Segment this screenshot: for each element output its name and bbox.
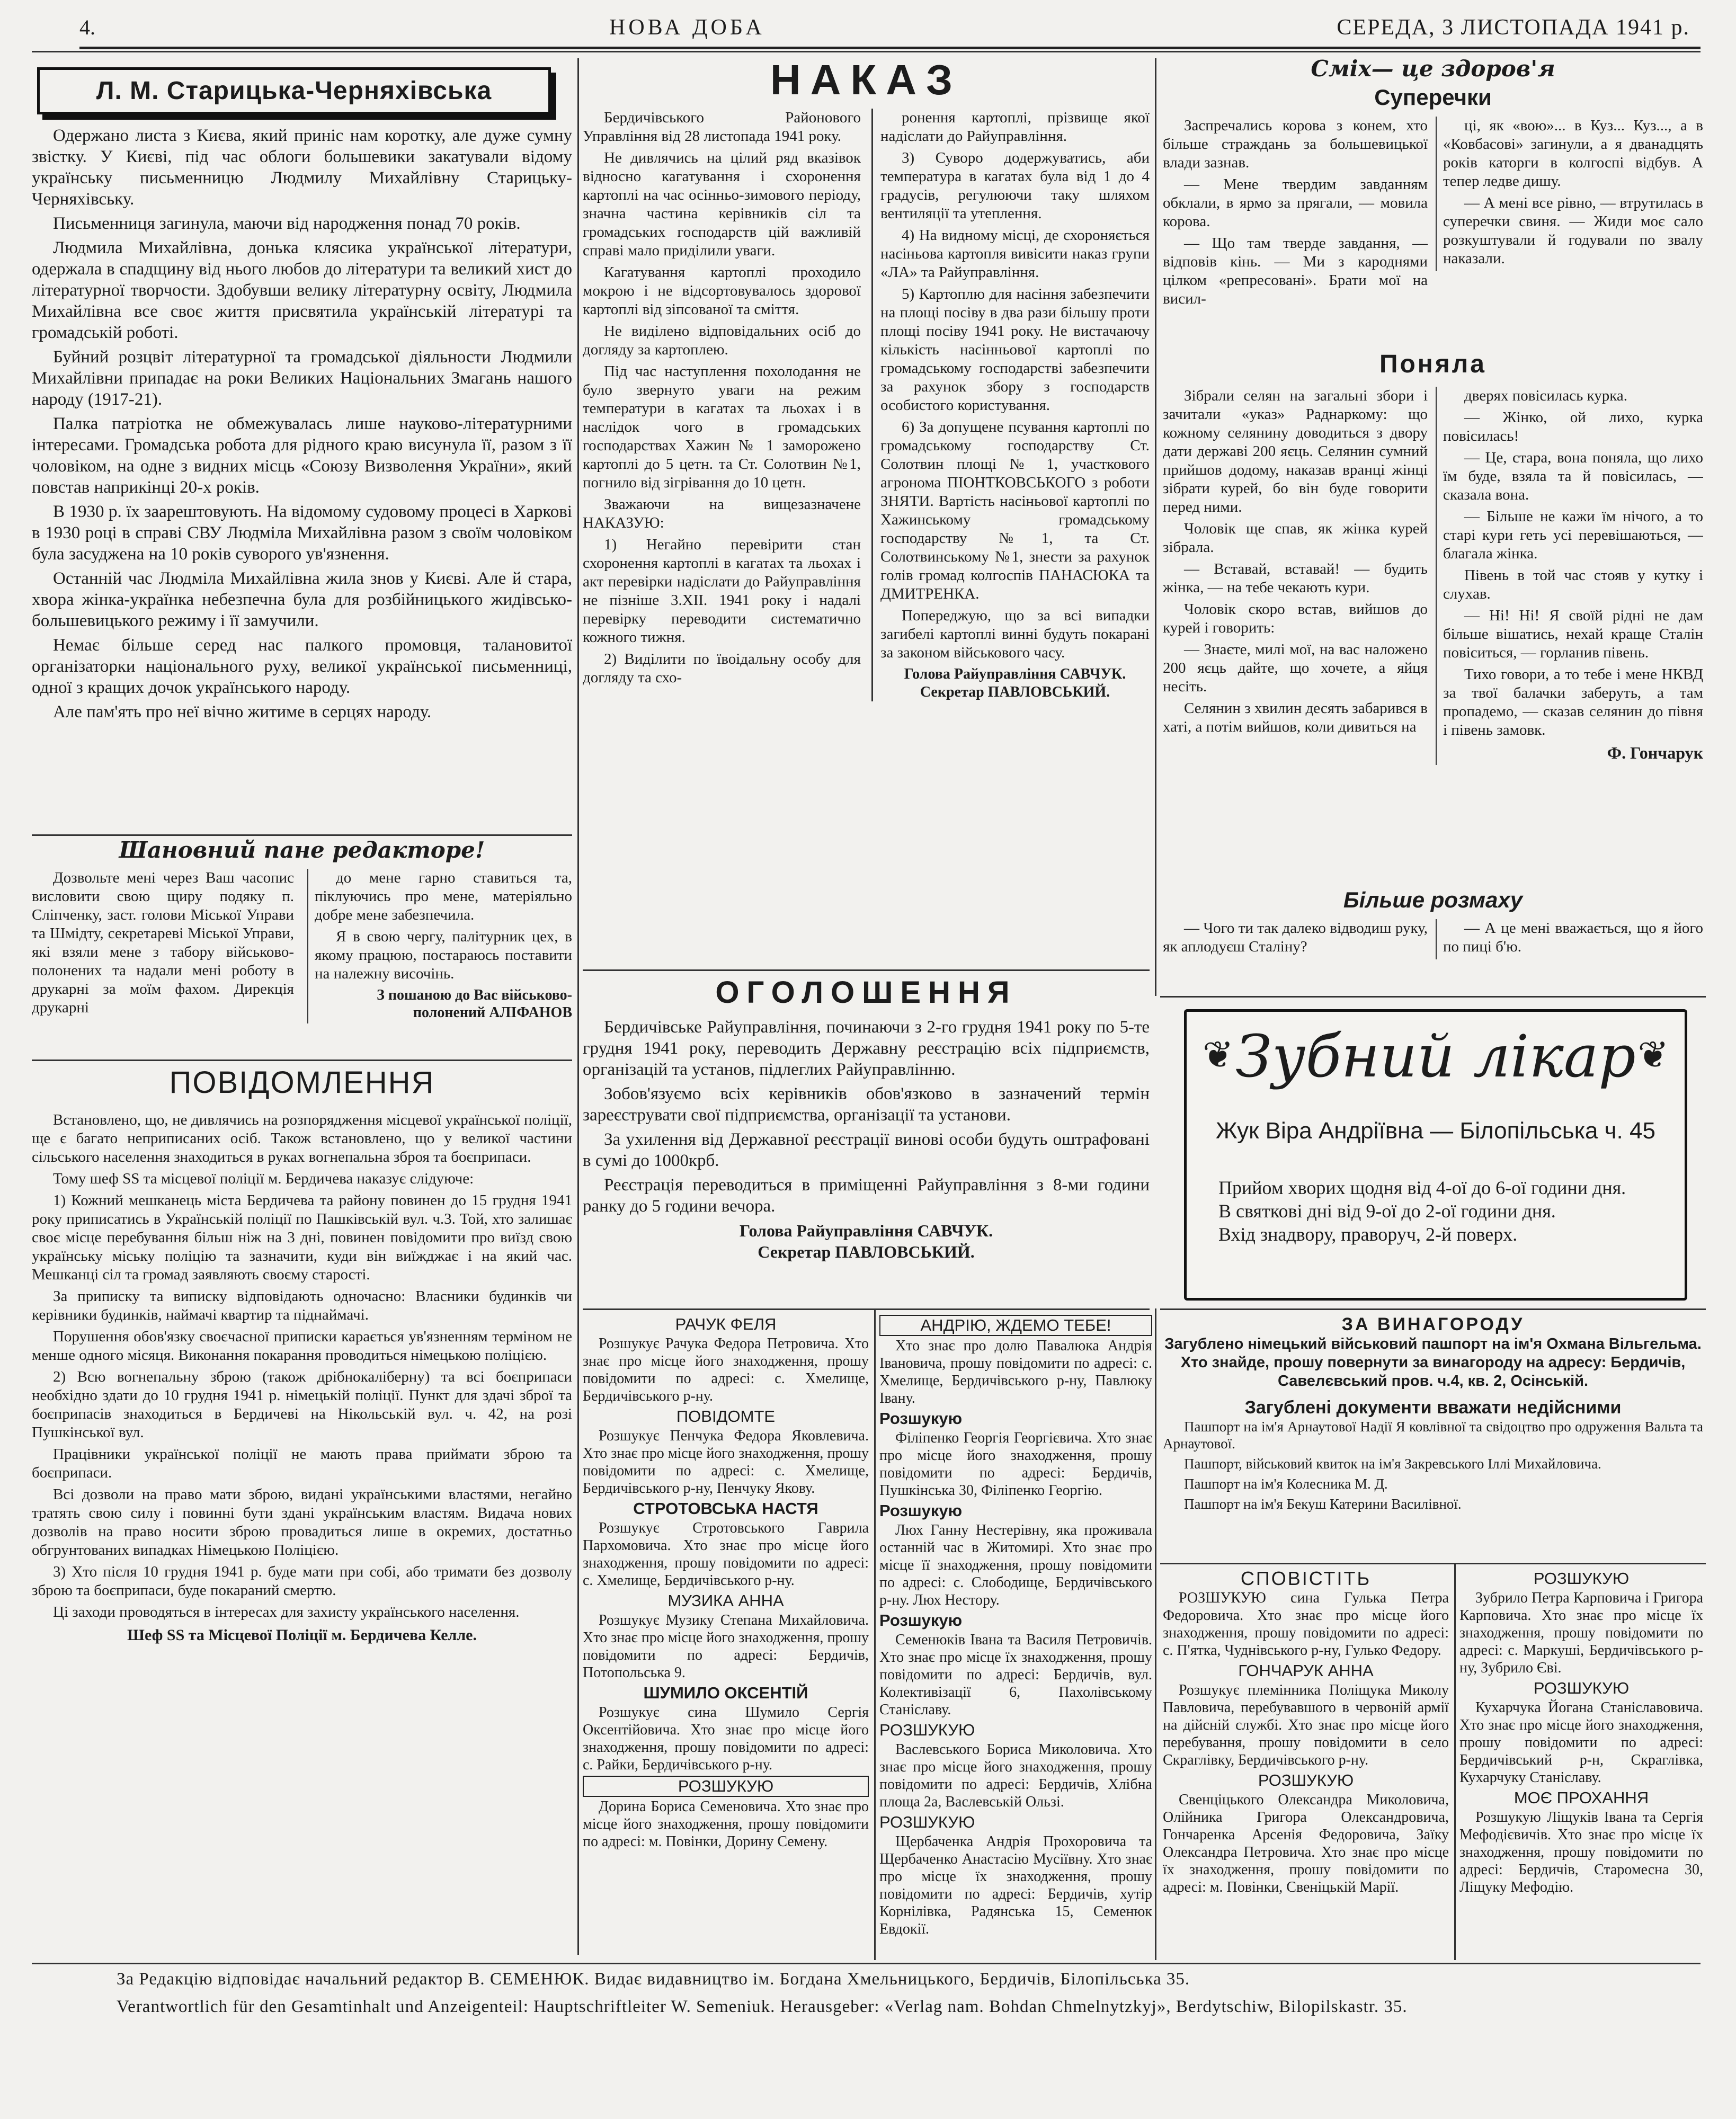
dentist-hours: В святкові дні від 9-ої до 2-ої години дня.	[1218, 1200, 1556, 1222]
classifieds-column	[1163, 1568, 1449, 1960]
paragraph: 2) Виділити по ївоідальну особу для догляду та схо-	[583, 651, 861, 686]
ad-heading: Розшукую	[879, 1611, 963, 1630]
paragraph: Порушення обов'язку своєчасної приписки карається ув'язненням терміном не менше одного місяця. Виконання покарання проводиться німецькою поліцією.	[32, 1328, 572, 1364]
lost-docs-title: Загублені документи вважати недійсними	[1244, 1397, 1622, 1418]
paragraph: Бердичівське Райуправління, починаючи з 2-го грудня 1941 року по 5-те грудня 1941 року, переводить Державну реєстрацію всіх підприємств, організацій та установ, підлеглих Райуправлінню.	[583, 1018, 1150, 1079]
issue-date: СЕРЕДА, 3 ЛИСТОПАДА 1941 р.	[1337, 15, 1690, 40]
reward-title: ЗА ВИНАГОРОДУ	[1341, 1314, 1525, 1334]
paragraph: Попереджую, що за всі випадки загибелі картоплі винні будуть покарані за законом військового часу.	[880, 607, 1150, 661]
paragraph: Буйний розцвіт літературної та громадської діяльности Людмили Михайлівни припадає на роки Великих Національних Змагань нашого народу (1917-21).	[32, 348, 572, 409]
paragraph: 5) Картоплю для насіння забезпечити на площі посіву в два рази більшу проти площі посіву 1941 року. Не вистачаючу кількість насінньової картоплі по громадському господарстві забезпечити за рахунок збору з господарств особистого користування.	[880, 286, 1150, 414]
paragraph: Всі дозволи на право мати зброю, видані українськими властями, негайно тратять свою силу і повинні бути здані українським властям. Видача нових дозволів на право носити зброю провадиться лише в окремих, достатньо обгрунтованих випадках Німецькою Поліцією.	[32, 1486, 572, 1559]
paragraph: — Знаєте, милі мої, на вас наложено 200 яєць дайте, що хочете, а яйця несіть.	[1163, 641, 1428, 695]
paragraph: Я в свою чергу, палітурник цех, в якому працюю, постараюсь поставити на належну височінь.	[315, 928, 572, 982]
paragraph: 3) Хто після 10 грудня 1941 р. буде мати при собі, або тримати без дозволу зброю та боєприпаси, буде покараний смертю.	[32, 1563, 572, 1599]
story-author: Ф. Гончарук	[1607, 743, 1703, 762]
editor-letter	[32, 837, 572, 1057]
paragraph: Дозвольте мені через Ваш часопис висловити свою щиру подяку п. Сліпченку, заст. голови Міської Управи та Шмідту, секретареві Міської Управи, які взяли мене з табору військово-полонених та надали мені роботу в друкарні за моїм фахом. Дирекція друкарні	[32, 869, 294, 1016]
ad-text: Кухарчука Йогана Станіславовича. Хто знає про місце його знаходження, прошу повідомити по адресі: Бердичівський р-н, Скраглівка, Кухарчуку Станіславу.	[1459, 1699, 1703, 1786]
obituary-article	[32, 61, 572, 832]
ad-heading: Розшукую	[879, 1501, 963, 1520]
flourish-icon: ❦	[1637, 1035, 1669, 1076]
column-divider	[1454, 1563, 1456, 1960]
announcement-article	[583, 975, 1150, 1303]
lost-doc-line: Пашпорт на ім'я Арнаутової Надії Я ковлівної та свідоцтво про одруження Вальта та Арнаутової.	[1163, 1419, 1703, 1452]
paragraph: до мене гарно ставиться та, піклуючись про мене, матеріяльно добре мене забезпечила.	[315, 869, 572, 923]
ad-heading: СПОВІСТІТЬ	[1240, 1568, 1372, 1589]
paragraph: Заспречались корова з конем, хто більше страждань за большевицької влади зазнав.	[1163, 117, 1428, 171]
paragraph: — А мені все рівно, — втрутилась в суперечки свиня. — Жиди моє сало розкуштували й годували по звалу наказали.	[1443, 194, 1703, 267]
ad-text: Розшукує сина Шумило Сергія Оксентійовича. Хто знає про місце його знаходження, прошу повідомити по адресі: с. Райки, Бердичівського р-ну.	[583, 1704, 869, 1773]
paragraph: Працівники української поліції не мають права приймати зброю та боєприпаси.	[32, 1446, 572, 1481]
ad-text: Свенціцького Олександра Миколовича, Олійника Григора Олександровича, Гончаренка Арсенія Федоровича, Заїку Олександра Петровича. Хто знає про місце їх знаходження, прошу повідомити по адресі: м. Повінки, Свеніцькій Марії.	[1163, 1792, 1449, 1895]
humor-section	[1163, 56, 1703, 993]
ad-heading: МОЄ ПРОХАННЯ	[1514, 1788, 1649, 1807]
paragraph: — Що там тверде завдання, — відповів кінь. — Ми з кароднями цілком «репресовані». Брати мої на висил-	[1163, 235, 1428, 307]
paragraph: Встановлено, що, не дивлячись на розпорядження місцевої української поліції, ще є багато неприписаних осіб. Також встановлено, що у великої частини сільського населення знаходиться в руках вогнепальна зброя та боєприпаси.	[32, 1111, 572, 1165]
header-divider	[32, 51, 1701, 52]
paragraph: Реєстрація переводиться в приміщенні Райуправління з 8-ми години ранку до 5 години вечора.	[583, 1176, 1150, 1216]
paragraph: 1) Негайно перевірити стан схоронення картоплі в кагатах та льохах і акт перевірки надіслати до Райуправління не пізніше 3.XII. 1941 року і надалі перевірку переводити систематично кожного тижня.	[583, 536, 861, 646]
paragraph: Але пам'ять про неї вічно житиме в серцях народу.	[53, 702, 432, 722]
lost-doc-line: Пашпорт на ім'я Бекуш Катерини Василівної.	[1184, 1496, 1462, 1512]
ad-heading: МУЗИКА АННА	[667, 1591, 784, 1610]
story-title: Більше розмаху	[1343, 887, 1523, 912]
paragraph: Зважаючи на вищезазначене НАКАЗУЮ:	[583, 496, 861, 531]
classifieds-column	[879, 1314, 1152, 1960]
footer-divider	[32, 1963, 1701, 1964]
reward-notices	[1163, 1314, 1703, 1557]
dentist-entrance: Вхід знадвору, праворуч, 2-й поверх.	[1218, 1224, 1518, 1245]
ad-text: Розшукує племінника Поліщука Миколу Павловича, перебувавшого в червоній армії на дійсній службі. Хто знає про місце його перебування, прошу повідомити в село Скраглівку, Бердичівського р-ну.	[1163, 1682, 1449, 1768]
letter-signature: З пошаною до Вас військово-полонений АЛІФАНОВ	[377, 987, 572, 1021]
paragraph: — Жінко, ой лихо, курка повісилась!	[1443, 409, 1703, 444]
notice-title: ПОВІДОМЛЕННЯ	[169, 1065, 435, 1100]
paragraph: 1) Кожний мешканець міста Бердичева та району повинен до 15 грудня 1941 року приписатись в Українській поліції по Пашківській вул. ч.3. Той, хто залишає своє місце перебування більш ніж на 3 дні, повинен повідомити про виїзд свою українську міську поліцію та зазначити, куди він виїжджає і на який час. Мешканці сіл та громад заявляють своєму старості.	[32, 1192, 572, 1283]
footer-publisher-line: Verantwortlich für den Gesamtinhalt und Anzeigenteil: Hauptschriftleiter W. Semeniuk. Herausgeber: «Verlag nam. Bohdan Chmelnytzkyj», Berdytschiw, Bilopilskastr. 35.	[117, 1997, 1408, 2016]
paragraph: Півень в той час стояв у кутку і слухав.	[1443, 567, 1703, 602]
ad-heading: РОЗШУКУЮ	[583, 1776, 869, 1797]
ad-text: Васлевського Бориса Миколовича. Хто знає про місце його знаходження, прошу повідомити по адресі: Бердичів, Хлібна площа 2а, Васлевській Ользі.	[879, 1741, 1152, 1810]
paragraph: Чоловік скоро встав, вийшов до курей і говорить:	[1163, 601, 1428, 636]
paragraph: Тому шеф SS та місцевої поліції м. Бердичева наказує слідуюче:	[53, 1170, 474, 1187]
section-divider	[1160, 1308, 1706, 1310]
section-divider	[32, 1060, 572, 1061]
ad-text: Розшукує Пенчука Федора Яковлевича. Хто знає про місце його знаходження, прошу повідомити по адресі: с. Хмелище, Бердичівського р-ну, Пенчуку Якову.	[583, 1428, 869, 1497]
ad-heading: РОЗШУКУЮ	[1533, 1679, 1630, 1697]
ad-text: Зубрило Петра Карповича і Григора Карповича. Хто знає про місце їх знаходження, прошу повідомити по адресі: с. Маркуші, Бердичівського р-ну, Зубрило Єві.	[1459, 1590, 1703, 1676]
column-divider	[577, 58, 579, 1955]
ad-text: Розшукую Ліщуків Івана та Сергія Мефодієвичів. Хто знає про місце їх знаходження, прошу повідомити по адресі: Бердичів, Старомесна 30, Ліщуку Мефодію.	[1459, 1809, 1703, 1895]
ad-text: Розшукує Музику Степана Михайловича. Хто знає про місце його знаходження, прошу повідомити по адресі: Бердичів, Потопольська 9.	[583, 1612, 869, 1681]
order-signature-head: Голова Райуправління САВЧУК.	[904, 666, 1126, 682]
dentist-name: Жук Віра Андріївна — Білопільська ч. 45	[1216, 1118, 1655, 1144]
paragraph: В 1930 р. їх заарештовують. На відомому судовому процесі в Харкові в 1930 році в справі СВУ Людміла Михайлівна разом з своїм чоловіком була засуджена на 10 років суворого ув'язнення.	[32, 502, 572, 564]
ad-heading: РОЗШУКУЮ	[879, 1813, 975, 1831]
page-number: 4.	[79, 15, 95, 39]
ad-heading: РАЧУК ФЕЛЯ	[675, 1315, 777, 1333]
ad-heading: ГОНЧАРУК АННА	[1238, 1661, 1374, 1680]
paragraph: — Чого ти так далеко відводиш руку, як аплодуєш Сталіну?	[1163, 920, 1428, 955]
ad-heading: РОЗШУКУЮ	[1533, 1569, 1630, 1588]
dentist-hours: Прийом хворих щодня від 4-ої до 6-ої години дня.	[1218, 1177, 1626, 1198]
ad-heading: Розшукую	[879, 1409, 963, 1428]
paragraph: ронення картоплі, прізвище якої надіслати до Райуправління.	[880, 109, 1150, 145]
paragraph: Палка патріотка не обмежувалась лише науково-літературними інтересами. Громадська робота для рідного краю висунула її, разом з її чоловіком, на одне з видних місць «Союзу Визволення України», який повстав наприкінці 20-х років.	[32, 414, 572, 497]
paragraph: 2) Всю вогнепальну зброю (також дрібнокаліберну) та всі боєприпаси необхідно здати до 10 грудня 1941 р. німецькій поліції. Пункт для здачі зброї та боєприпасів знаходиться в Бердичеві на Нікольській вул. ч. 42, на розі Пушкінської вул.	[32, 1368, 572, 1441]
paragraph: Не виділено відповідальних осіб до догляду за картоплею.	[583, 323, 861, 358]
ad-text: Семенюків Івана та Василя Петровичів. Хто знає про місце їх знаходження, прошу повідомити по адресі: Бердичів, вул. Колективізації 6, Пахолівському Станіславу.	[879, 1632, 1152, 1718]
paragraph: Одержано листа з Києва, який приніс нам коротку, але дуже сумну звістку. У Києві, під час облоги большевики закатували відому українську письменницю Людмилу Михайлівну Старицьку-Черняхівську.	[32, 126, 572, 209]
ad-heading: РОЗШУКУЮ	[1258, 1771, 1354, 1789]
classifieds-column	[583, 1314, 869, 1960]
order-signature-secretary: Секретар ПАВЛОВСЬКИЙ.	[920, 684, 1110, 700]
ad-text: Хто знає про долю Павалюка Андрія Івановича, прошу повідомити по адресі: с. Хмелище, Бердичівського р-ну, Павлюку Івану.	[879, 1338, 1152, 1406]
announcement-title: ОГОЛОШЕННЯ	[715, 975, 1017, 1010]
story-title: Поняла	[1379, 350, 1486, 378]
paragraph: Людмила Михайлівна, донька клясика української літератури, одержала в спадщину від нього любов до літератури та великий хист до літературної творчости. Здобувши велику літературну освіту, Людмила Михайлівна все своє життя присвятила українській літературі та громадській роботі.	[32, 238, 572, 342]
paragraph: Бердичівського Районового Управління від 28 листопада 1941 року.	[583, 109, 861, 145]
ad-heading: ШУМИЛО ОКСЕНТІЙ	[643, 1684, 808, 1702]
obituary-title: Л. М. Старицька-Черняхівська	[37, 67, 551, 114]
dentist-title: Зубний лікар	[1235, 1022, 1636, 1090]
paragraph: 3) Суворо додержуватись, аби температура в кагатах була від 1 до 4 градусів, регулюючи таку шляхом вентиляції та утеплення.	[880, 149, 1150, 222]
ad-text: Філіпенко Георгія Георгієвича. Хто знає про місце його знаходження, прошу повідомити по адресі: Бердичів, Пушкінська 30, Філіпенко Георгію.	[879, 1430, 1152, 1499]
paragraph: — Вставай, вставай! — будить жінка, — на тебе чекають кури.	[1163, 560, 1428, 596]
ad-text: Розшукує Рачука Федора Петровича. Хто знає про місце його знаходження, прошу повідомити по адресі: с. Хмелище, Бердичівського р-ну.	[583, 1335, 869, 1404]
page-header	[79, 15, 1701, 49]
humor-title: Сміх— це здоров'я	[1311, 56, 1555, 82]
paragraph: — Це, стара, вона поняла, що лихо їм буде, взяла та й повісилась, — сказала вона.	[1443, 449, 1703, 503]
paragraph: 4) На видному місці, де схороняється насіньова картопля вивісити наказ групи «ЛА» та Райуправління.	[880, 227, 1150, 281]
police-notice	[32, 1065, 572, 1960]
paragraph: ці, як «вою»... в Куз... Куз..., а в «Ковбасові» загинули, а я дванадцять років каторги в колгоспі відбув. А тепер ледве дишу.	[1443, 117, 1703, 190]
paragraph: — Ні! Ні! Я своїй рідні не дам більше вішатись, нехай краще Сталін повіситься, — горланив півень.	[1443, 607, 1703, 661]
paragraph: За ухилення від Державної реєстрації винові особи будуть оштрафовані в сумі до 1000крб.	[583, 1130, 1150, 1170]
ad-text: Щербаченка Андрія Прохоровича та Щербаченко Анастасію Мусіївну. Хто знає про місце їх знаходження, прошу повідомити по адресі: Бердичів, хутір Корнілівка, Радянська 15, Семенюк Евдокії.	[879, 1833, 1152, 1937]
paragraph: Не дивлячись на цілий ряд вказівок відносно кагатування і схоронення картоплі на час осінньо-зимового періоду, значна частина керівників сіл та громадських господарств цій важливій справі мало приділили уваги.	[583, 149, 861, 259]
paragraph: Кагатування картоплі проходило мокрою і не відсортовувалось здорової картоплі від зіпсованої та сміття.	[583, 264, 861, 318]
notice-signature: Шеф SS та Місцевої Поліції м. Бердичева Келле.	[127, 1626, 477, 1644]
order-article	[583, 56, 1150, 967]
announcement-signature-secretary: Секретар ПАВЛОВСЬКИЙ.	[758, 1242, 975, 1261]
paragraph: Зібрали селян на загальні збори і зачитали «указ» Раднаркому: що кожному селянину доводиться з двору дати державі 200 яєць. Селянин сумний прийшов додому, наказав вранці жінці зібрати курей, бо він буде говорити перед ними.	[1163, 387, 1428, 515]
paragraph: Чоловік ще спав, як жінка курей зібрала.	[1163, 520, 1428, 556]
ad-heading: СТРОТОВСЬКА НАСТЯ	[633, 1499, 818, 1518]
ad-heading: АНДРІЮ, ЖДЕМО ТЕБЕ!	[879, 1315, 1152, 1336]
section-divider	[32, 834, 572, 836]
story-title: Суперечки	[1374, 85, 1492, 110]
section-divider	[1160, 1563, 1706, 1564]
paragraph: Тихо говори, а то тебе і мене НКВД за твої балачки заберуть, а там пропадемо, — сказав селянин до півня і півень замовк.	[1443, 666, 1703, 738]
paragraph: Останній час Людміла Михайлівна жила знов у Києві. Але й стара, хвора жінка-українка небезпечна була для розбійницького жидівсько-большевицького режиму і її замучили.	[32, 569, 572, 630]
paragraph: За приписку та виписку відповідають одночасно: Власники будинків чи керівники будинків, наймачі квартир та піднаймачі.	[32, 1288, 572, 1323]
paragraph: 6) За допущене псування картоплі по громадському господарству Ст. Солотвин площі № 1, участкового агронома ПІОНТКОВСЬКОГО з роботи ЗНЯТИ. Вартість насіньової картоплі по Хажинському громадському господарству №1, та Ст. Солотвинському №1, знести за рахунок голів громад колгоспів ПАНАСЮКА та ДМИТРЕНКА.	[880, 419, 1150, 602]
column-divider	[874, 1308, 876, 1960]
paragraph: Селянин з хвилин десять забарився в хаті, а потім вийшов, коли дивиться на	[1163, 700, 1428, 735]
paragraph: Ці заходи проводяться в інтересах для захисту українського населення.	[53, 1604, 520, 1621]
paragraph: — Мене твердим завданням обклали, в ярмо за прягали, — мовила корова.	[1163, 176, 1428, 230]
section-divider	[583, 969, 1150, 971]
paragraph: Під час наступлення похолодання не було звернуто уваги на режим температури в кагатах та льохах і в наслідок чого в громадських господарствах Хажин № 1 заморожено картоплі до 5 цетн. та Ст. Солотвин №1, погнило від зігрівання до 10 цетн.	[583, 363, 861, 491]
column-divider	[1155, 58, 1156, 996]
footer-editor-line: За Редакцію відповідає начальний редактор В. СЕМЕНЮК. Видає видавництво ім. Богдана Хмельницького, Бердичів, Білопільська 35.	[117, 1970, 1190, 1989]
ad-text: РОЗШУКУЮ сина Гулька Петра Федоровича. Хто знає про місце його знаходження, прошу повідомити по адресі: с. П'ятка, Чуднівського р-ну, Гулько Федору.	[1163, 1590, 1449, 1659]
classifieds-column	[1459, 1568, 1703, 1960]
ad-text: Люх Ганну Нестерівну, яка проживала останній час в Житомирі. Хто знає про місце її знаходження, прошу повідомити по адресі: с. Слободище, Бердичівського р-ну. Люх Нестору.	[879, 1522, 1152, 1608]
paragraph: Немає більше серед нас палкого промовця, талановитої організаторки національного руху, великої української письменниці, одної з кращих дочок українського народу.	[32, 636, 572, 697]
lost-doc-line: Пашпорт на ім'я Колесника М. Д.	[1184, 1476, 1388, 1492]
lost-doc-line: Пашпорт, військовий квиток на ім'я Закревського Іллі Михайловича.	[1184, 1456, 1601, 1472]
ad-text: Розшукує Стротовського Гаврила Пархомовича. Хто знає про місце його знаходження, прошу повідомити по адресі: с. Хмелище, Бердичівського р-ну.	[583, 1520, 869, 1589]
dentist-ad	[1184, 1009, 1687, 1301]
paragraph: дверях повісилась курка.	[1464, 387, 1628, 404]
reward-text: Загублено німецький військовий пашпорт на ім'я Охмана Вільгельма. Хто знайде, прошу повернути за винагороду на адресу: Бердичів, Савелєвський пров. ч.4, кв. 2, Осінській.	[1164, 1335, 1702, 1390]
ad-heading: РОЗШУКУЮ	[879, 1721, 975, 1739]
flourish-icon: ❦	[1203, 1035, 1234, 1076]
section-divider	[1160, 996, 1706, 998]
paragraph: Письменниця загинула, маючи від народження понад 70 років.	[53, 214, 521, 233]
ad-heading: ПОВІДОМТЕ	[676, 1407, 776, 1426]
section-divider	[583, 1308, 1150, 1310]
paragraph: Зобов'язуємо всіх керівників обов'язково в зазначений термін зареєструвати свої підприємства, організації та установи.	[583, 1084, 1150, 1125]
letter-title: Шановний пане редакторе!	[119, 837, 485, 863]
announcement-signature-head: Голова Райуправління САВЧУК.	[739, 1221, 993, 1240]
ad-text: Дорина Бориса Семеновича. Хто знає про місце його знаходження, прошу повідомити по адресі: м. Повінки, Дорину Семену.	[583, 1799, 869, 1850]
paragraph: — Більше не кажи їм нічого, а то старі кури геть усі перевішаються, — благала жінка.	[1443, 508, 1703, 562]
paragraph: — А це мені вважається, що я його по пиці б'ю.	[1443, 920, 1703, 955]
column-divider	[1155, 1308, 1156, 1960]
newspaper-title: НОВА ДОБА	[609, 15, 765, 40]
order-title: НАКАЗ	[770, 56, 963, 103]
